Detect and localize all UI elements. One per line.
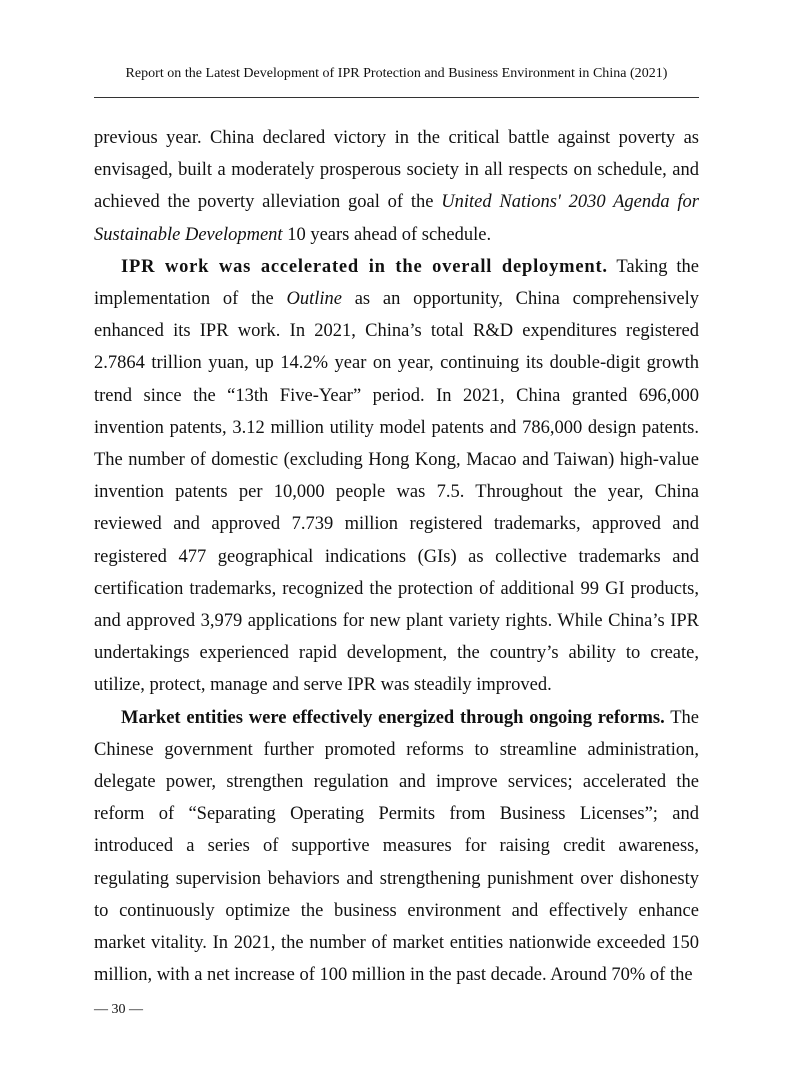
agenda-title: United Nations' 2030 Agenda for Sustainable Development — [94, 192, 699, 245]
paragraph-lead: Market entities were effectively energized through ongoing reforms. — [121, 707, 665, 728]
paragraph-text: as an opportunity, China comprehensively enhanced its IPR work. In 2021, China’s total R&D expenditures registered 2.7864 trillion yuan, up 14.2% year on year, continuing its double-digit growth trend since the “13th Five-Year” period. In 2021, China granted 696,000 invention patents, 3.12 million utility model patents and 786,000 design patents. The number of domestic (excluding Hong Kong, Macao and Taiwan) high-value invention patents per 10,000 people was 7.5. Throughout the year, China reviewed and approved 7.739 million registered trademarks, approved and registered 477 geographical indications (GIs) as collective trademarks and certification trademarks, recognized the protection of additional 99 GI products, and approved 3,979 applications for new plant variety rights. While China’s IPR undertakings experienced rapid development, the country’s ability to create, utilize, protect, manage and serve IPR was steadily improved. — [94, 289, 700, 696]
page-number: — 30 — — [94, 1002, 143, 1017]
header-divider — [94, 97, 699, 98]
paragraph-ipr-work — [94, 251, 699, 702]
running-header: Report on the Latest Development of IPR Protection and Business Environment in China (2021) — [125, 66, 668, 81]
paragraph-text: previous year. China declared victory in the critical battle against poverty as envisaged, built a moderately prosperous society in all respects on schedule, and achieved the poverty alleviation goal of the — [94, 128, 699, 213]
paragraph-text: Taking the implementation of the — [94, 256, 699, 310]
paragraph-text: 10 years ahead of schedule. — [282, 224, 492, 245]
paragraph-poverty-alleviation — [94, 122, 699, 251]
paragraph-lead: IPR work was accelerated in the overall deployment. — [121, 256, 608, 277]
body-text — [94, 122, 699, 991]
outline-title: Outline — [286, 289, 342, 310]
paragraph-market-entities — [94, 702, 699, 992]
paragraph-text: The Chinese government further promoted reforms to streamline administration, delegate power, strengthen regulation and improve services; accelerated the reform of “Separating Operating Permits from Business Licenses”; and introduced a series of supportive measures for raising credit awareness, regulating supervision behaviors and strengthening punishment over dishonesty to continuously optimize the business environment and effectively enhance market vitality. In 2021, the number of market entities nationwide exceeded 150 million, with a net increase of 100 million in the past decade. Around 70% of the — [94, 707, 699, 986]
